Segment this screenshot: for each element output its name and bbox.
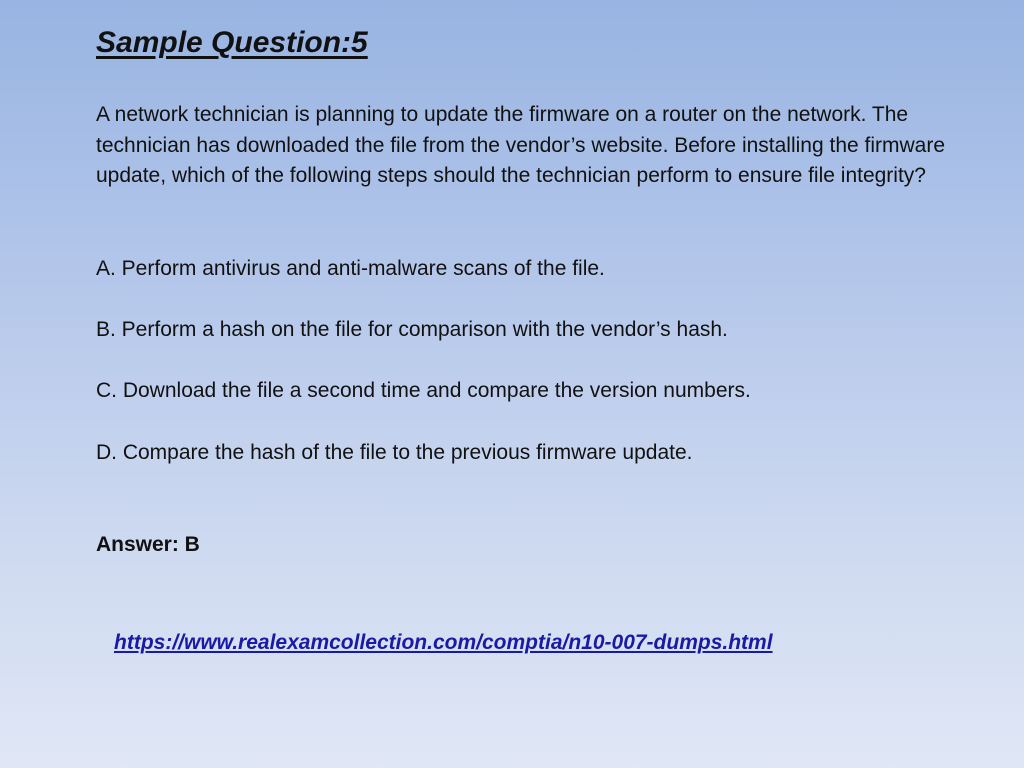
question-text: A network technician is planning to update the firmware on a router on the network. The technician has downloaded the file from the vendor’s website. Before installing the firmware update, which of the following steps should the technician perform to ensure file integrity? <box>96 103 946 187</box>
slide-title: Sample Question:5 <box>96 26 368 59</box>
source-link[interactable]: https://www.realexamcollection.com/comptia/n10-007-dumps.html <box>114 631 773 654</box>
option-a: A. Perform antivirus and anti-malware scans of the file. <box>96 257 605 280</box>
option-b: B. Perform a hash on the file for comparison with the vendor’s hash. <box>96 318 728 341</box>
option-c: C. Download the file a second time and compare the version numbers. <box>96 379 751 402</box>
answer-text: Answer: B <box>96 533 200 556</box>
option-d: D. Compare the hash of the file to the previous firmware update. <box>96 441 693 464</box>
